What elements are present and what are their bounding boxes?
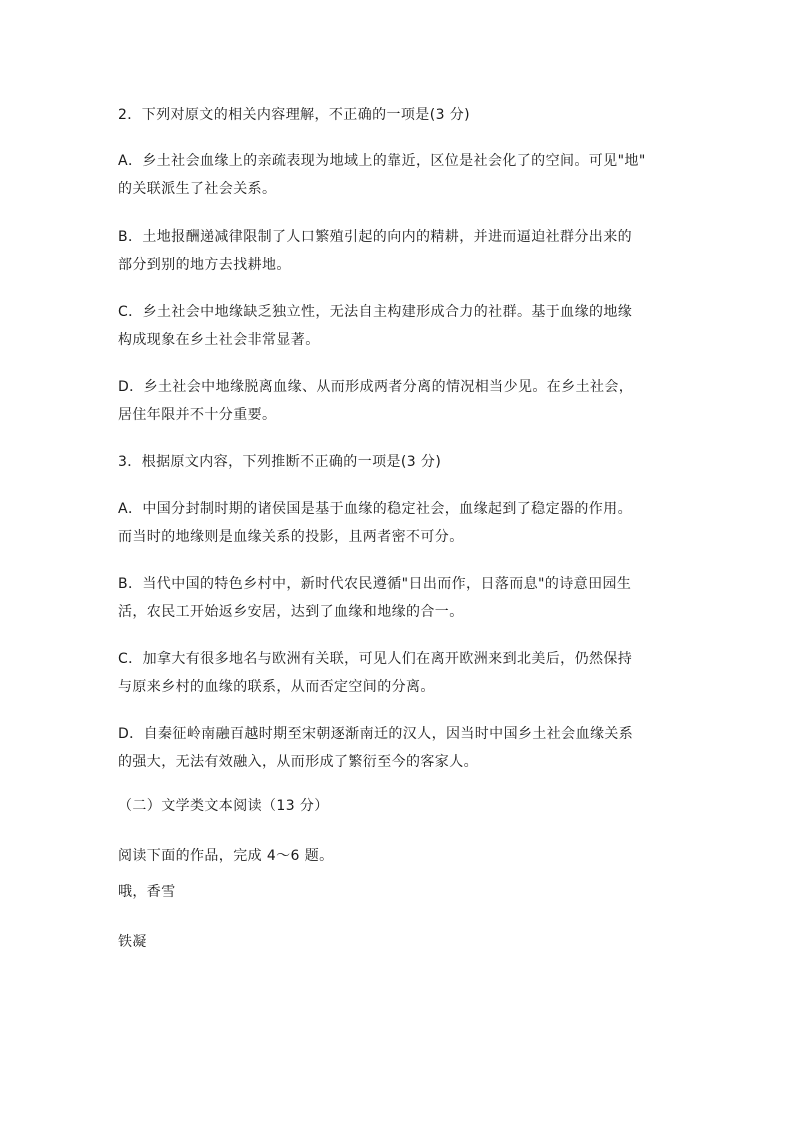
- question-3-option-c-line-2: 与原来乡村的血缘的联系，从而否定空间的分离。: [118, 679, 435, 695]
- question-3-option-a-line-2: 而当时的地缘则是血缘关系的投影，且两者密不可分。: [118, 529, 464, 545]
- question-2-option-a-line-2: 的关联派生了社会关系。: [118, 181, 277, 197]
- question-3-option-b-line-2: 活，农民工开始返乡安居，达到了血缘和地缘的合一。: [118, 604, 464, 620]
- question-2-option-c-line-2: 构成现象在乡土社会非常显著。: [118, 332, 320, 348]
- question-2-option-b-line-2: 部分到别的地方去找耕地。: [118, 257, 291, 273]
- question-2-option-b-line-1: B．土地报酬递减律限制了人口繁殖引起的向内的精耕，并进而逼迫社群分出来的: [118, 229, 633, 245]
- question-2-option-c-line-1: C．乡土社会中地缘缺乏独立性，无法自主构建形成合力的社群。基于血缘的地缘: [118, 304, 633, 320]
- question-3-option-d-line-1: D．自秦征岭南融百越时期至宋朝逐渐南迁的汉人，因当时中国乡土社会血缘关系: [118, 726, 634, 742]
- question-3-option-a-line-1: A．中国分封制时期的诸侯国是基于血缘的稳定社会，血缘起到了稳定器的作用。: [118, 501, 632, 517]
- question-2-option-d-line-2: 居住年限并不十分重要。: [118, 407, 277, 423]
- question-3-option-c-line-1: C．加拿大有很多地名与欧洲有关联，可见人们在离开欧洲来到北美后，仍然保持: [118, 651, 633, 667]
- author-name: 铁凝: [118, 934, 147, 950]
- question-2-option-d-line-1: D．乡土社会中地缘脱离血缘、从而形成两者分离的情况相当少见。在乡土社会，: [118, 379, 634, 395]
- question-2-stem: 2．下列对原文的相关内容理解，不正确的一项是(3 分): [118, 107, 470, 123]
- reading-instruction: 阅读下面的作品，完成 4～6 题。: [118, 848, 334, 864]
- work-title: 哦，香雪: [118, 884, 176, 900]
- section-heading: （二）文学类文本阅读（13 分）: [118, 798, 329, 814]
- question-3-option-d-line-2: 的强大，无法有效融入，从而形成了繁衍至今的客家人。: [118, 754, 478, 770]
- question-3-option-b-line-1: B．当代中国的特色乡村中，新时代农民遵循"日出而作，日落而息"的诗意田园生: [118, 576, 632, 592]
- question-2-option-a-line-1: A．乡土社会血缘上的亲疏表现为地域上的靠近，区位是社会化了的空间。可见"地": [118, 153, 646, 169]
- question-3-stem: 3．根据原文内容，下列推断不正确的一项是(3 分): [118, 454, 442, 470]
